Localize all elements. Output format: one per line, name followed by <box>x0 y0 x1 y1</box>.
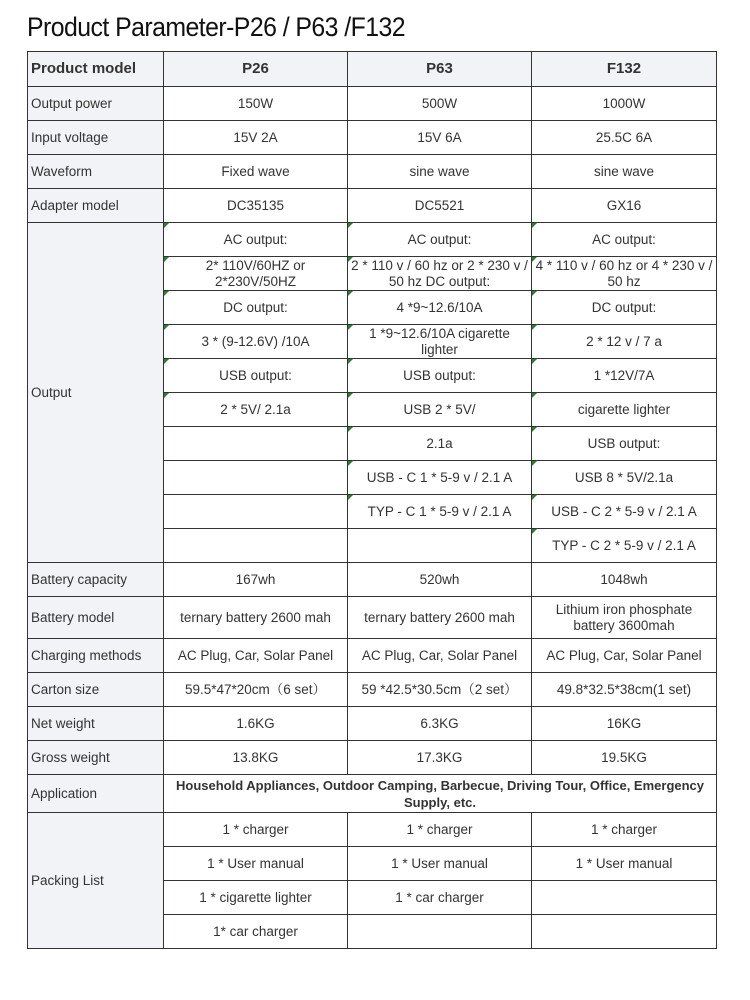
packing-item: 1 * User manual <box>532 847 717 881</box>
table-row <box>28 563 717 597</box>
output-row <box>28 223 717 257</box>
output-cell: USB output: <box>532 427 717 461</box>
table-row <box>28 121 717 155</box>
table-row <box>28 155 717 189</box>
output-cell: TYP - C 2 * 5-9 v / 2.1 A <box>532 529 717 563</box>
row-label: Waveform <box>28 155 164 189</box>
output-cell: DC output: <box>532 291 717 325</box>
row-label: Output <box>28 223 164 563</box>
packing-item <box>532 915 717 949</box>
row-label: Battery capacity <box>28 563 164 597</box>
output-cell <box>164 461 348 495</box>
packing-item: 1 * car charger <box>348 881 532 915</box>
row-value: Lithium iron phosphate battery 3600mah <box>532 597 717 639</box>
output-cell <box>348 529 532 563</box>
output-cell: 2 * 5V/ 2.1a <box>164 393 348 427</box>
packing-item: 1 * charger <box>164 813 348 847</box>
output-cell: USB - C 2 * 5-9 v / 2.1 A <box>532 495 717 529</box>
row-value: 167wh <box>164 563 348 597</box>
table-row <box>28 639 717 673</box>
row-value: 520wh <box>348 563 532 597</box>
row-label: Input voltage <box>28 121 164 155</box>
row-label: Net weight <box>28 707 164 741</box>
row-value: 13.8KG <box>164 741 348 775</box>
row-value: 59.5*47*20cm（6 set） <box>164 673 348 707</box>
output-cell: USB output: <box>164 359 348 393</box>
output-cell <box>164 495 348 529</box>
output-cell: 2 * 110 v / 60 hz or 2 * 230 v / 50 hz DC output: <box>348 257 532 291</box>
row-value: 1048wh <box>532 563 717 597</box>
table-row <box>28 189 717 223</box>
output-cell: 3 * (9-12.6V) /10A <box>164 325 348 359</box>
packing-item <box>348 915 532 949</box>
row-value: ternary battery 2600 mah <box>348 597 532 639</box>
output-cell: USB output: <box>348 359 532 393</box>
output-cell: AC output: <box>348 223 532 257</box>
packing-item: 1* car charger <box>164 915 348 949</box>
row-label: Battery model <box>28 597 164 639</box>
row-value: DC35135 <box>164 189 348 223</box>
output-cell: 4 * 110 v / 60 hz or 4 * 230 v / 50 hz <box>532 257 717 291</box>
row-value: GX16 <box>532 189 717 223</box>
output-cell: TYP - C 1 * 5-9 v / 2.1 A <box>348 495 532 529</box>
row-value: sine wave <box>532 155 717 189</box>
row-value: 500W <box>348 87 532 121</box>
output-cell: 1 *12V/7A <box>532 359 717 393</box>
table-row <box>28 87 717 121</box>
row-value: AC Plug, Car, Solar Panel <box>348 639 532 673</box>
table-row <box>28 741 717 775</box>
header-label: Product model <box>28 52 164 87</box>
packing-row <box>28 813 717 847</box>
packing-item: 1 * charger <box>348 813 532 847</box>
row-value: 1000W <box>532 87 717 121</box>
row-value: DC5521 <box>348 189 532 223</box>
output-cell: USB 8 * 5V/2.1a <box>532 461 717 495</box>
row-label: Adapter model <box>28 189 164 223</box>
output-cell: AC output: <box>164 223 348 257</box>
output-cell: 2 * 12 v / 7 a <box>532 325 717 359</box>
row-value: 17.3KG <box>348 741 532 775</box>
output-cell: 2* 110V/60HZ or 2*230V/50HZ <box>164 257 348 291</box>
row-value: 59 *42.5*30.5cm（2 set） <box>348 673 532 707</box>
row-value: 15V 2A <box>164 121 348 155</box>
row-label: Charging methods <box>28 639 164 673</box>
row-value: 150W <box>164 87 348 121</box>
model-header-p63: P63 <box>348 52 532 87</box>
packing-item: 1 * charger <box>532 813 717 847</box>
row-label: Gross weight <box>28 741 164 775</box>
packing-item: 1 * User manual <box>164 847 348 881</box>
application-row <box>28 775 717 813</box>
row-value: 49.8*32.5*38cm(1 set) <box>532 673 717 707</box>
application-value: Household Appliances, Outdoor Camping, Barbecue, Driving Tour, Office, Emergency Supply, etc. <box>164 775 717 813</box>
row-label: Carton size <box>28 673 164 707</box>
output-cell: cigarette lighter <box>532 393 717 427</box>
output-cell: 4 *9~12.6/10A <box>348 291 532 325</box>
row-value: 25.5C 6A <box>532 121 717 155</box>
row-value: AC Plug, Car, Solar Panel <box>532 639 717 673</box>
row-label: Output power <box>28 87 164 121</box>
output-cell <box>164 529 348 563</box>
page-title: Product Parameter-P26 / P63 /F132 <box>27 12 406 42</box>
output-cell: USB 2 * 5V/ <box>348 393 532 427</box>
row-value: 15V 6A <box>348 121 532 155</box>
product-parameter-table <box>27 51 717 949</box>
output-cell: 1 *9~12.6/10A cigarette lighter <box>348 325 532 359</box>
row-value: 6.3KG <box>348 707 532 741</box>
output-cell <box>164 427 348 461</box>
row-label: Packing List <box>28 813 164 949</box>
row-value: sine wave <box>348 155 532 189</box>
output-cell: 2.1a <box>348 427 532 461</box>
output-cell: AC output: <box>532 223 717 257</box>
output-cell: DC output: <box>164 291 348 325</box>
output-cell: USB - C 1 * 5-9 v / 2.1 A <box>348 461 532 495</box>
row-value: Fixed wave <box>164 155 348 189</box>
row-label: Application <box>28 775 164 813</box>
model-header-f132: F132 <box>532 52 717 87</box>
row-value: 16KG <box>532 707 717 741</box>
table-row <box>28 597 717 639</box>
table-row <box>28 673 717 707</box>
row-value: 19.5KG <box>532 741 717 775</box>
row-value: ternary battery 2600 mah <box>164 597 348 639</box>
row-value: AC Plug, Car, Solar Panel <box>164 639 348 673</box>
table-row <box>28 707 717 741</box>
row-value: 1.6KG <box>164 707 348 741</box>
packing-item <box>532 881 717 915</box>
packing-item: 1 * User manual <box>348 847 532 881</box>
header-row <box>28 52 717 87</box>
packing-item: 1 * cigarette lighter <box>164 881 348 915</box>
model-header-p26: P26 <box>164 52 348 87</box>
